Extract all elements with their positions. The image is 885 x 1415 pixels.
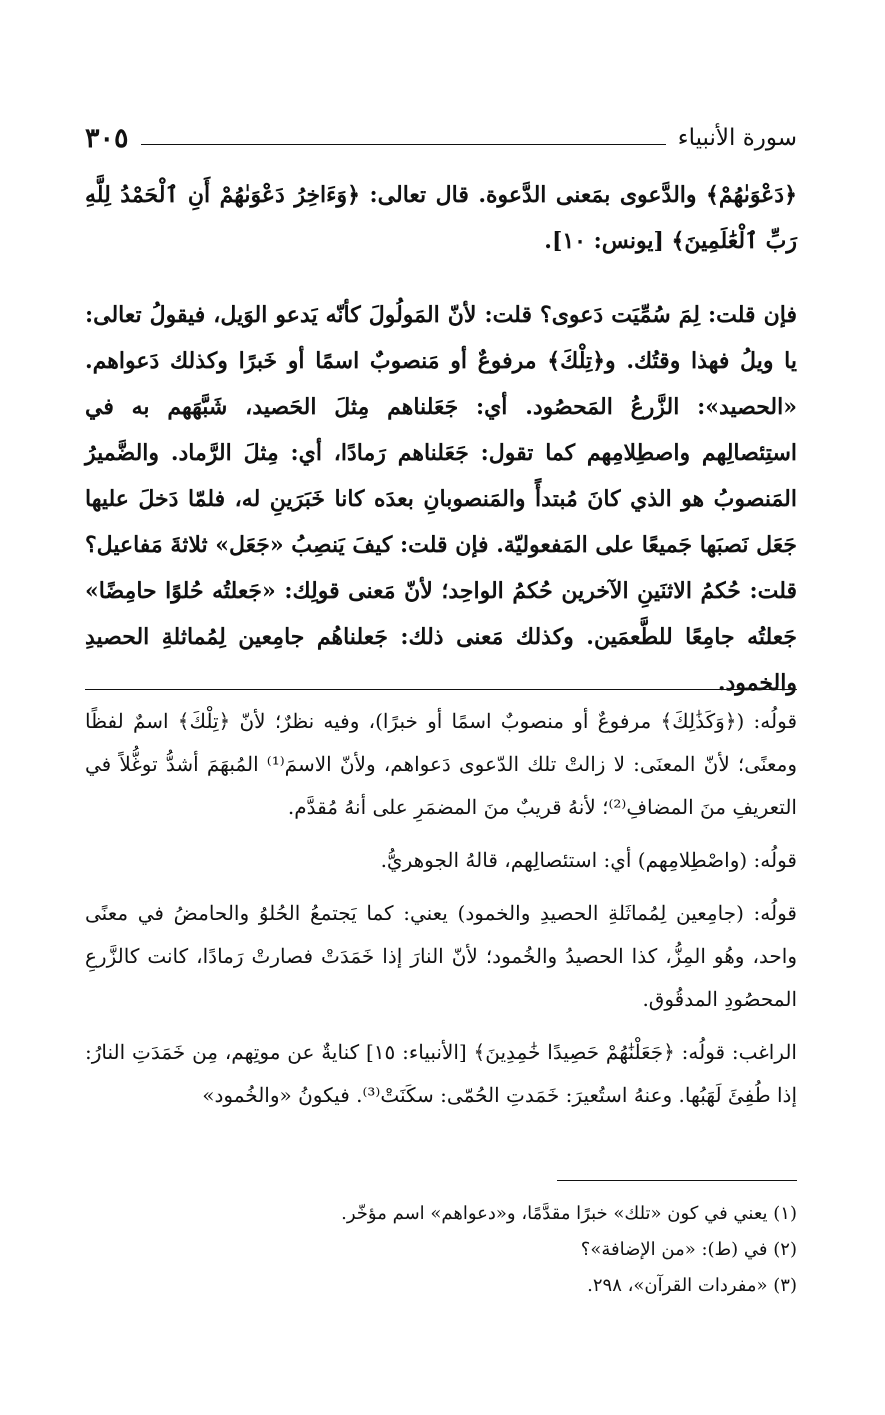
main-text-section-1 xyxy=(85,172,797,276)
main-paragraph-1: ﴿دَعْوَىٰهُمْ﴾ والدَّعوى بمَعنى الدَّعوة. قال تعالى: ﴿وَءَاخِرُ دَعْوَىٰهُمْ أَنِ ٱلْحَمْدُ لِلَّهِ رَبِّ ٱلْعَٰلَمِينَ﴾ [يونس: ١٠]. xyxy=(85,182,797,254)
commentary-paragraph-2: قولُه: (واصْطِلامِهم) أي: استئصالِهم، قالهُ الجوهريُّ. xyxy=(380,848,797,872)
commentary-paragraph-3: قولُه: (جامِعين لِمُماثَلةِ الحصيدِ والخمود) يعني: كما يَجتمعُ الحُلوُ والحامضُ في معنًى واحد، وهُو المِزُّ، كذا الحصيدُ والخُمود؛ لأنّ النارَ إذا خَمَدَتْ فصارتْ رَمادًا، كانت كالزَّرعِ المحصُودِ المدقُوق. xyxy=(85,901,797,1011)
footnote-3: (٣) «مفردات القرآن»، ٢٩٨. xyxy=(587,1275,797,1296)
page-header xyxy=(85,118,797,158)
surah-title: سورة الأنبياء xyxy=(677,125,797,151)
main-text-section-2 xyxy=(85,292,797,718)
commentary-section xyxy=(85,700,797,1127)
commentary-paragraph-4: الراغب: قولُه: ﴿جَعَلْنَٰهُمْ حَصِيدًا خَٰمِدِينَ﴾ [الأنبياء: ١٥] كنايةٌ عن موتِهم، مِن خَمَدَتِ النارُ: إذا طُفِئَ لَهَبُها. وعنهُ استُعيرَ: خَمَدتِ الحُمّى: سكَنَتْ⁽³⁾. فيكونُ «والخُمود» xyxy=(85,1040,797,1107)
footnote-2: (٢) في (ط): «من الإضافة»؟ xyxy=(580,1239,797,1260)
main-commentary-divider xyxy=(85,689,797,690)
commentary-paragraph-1: قولُه: (﴿وَكَذَٰلِكَ﴾ مرفوعٌ أو منصوبٌ اسمًا أو خبرًا)، وفيه نظرٌ؛ لأنّ ﴿تِلْكَ﴾ اسمٌ لفظًا ومعنًى؛ لأنّ المعنَى: لا زالتْ تلك الدّعوى دَعواهم، ولأنّ الاسمَ⁽¹⁾ المُبهَمَ أشدُّ توغُّلاً في التعريفِ منَ المضافِ⁽²⁾؛ لأنهُ قريبٌ منَ المضمَرِ على أنهُ مُقدَّم. xyxy=(85,709,797,819)
page-number: ٣٠٥ xyxy=(85,122,129,154)
footnote-1: (١) يعني في كون «تلك» خبرًا مقدَّمًا، و«دعواهم» اسم مؤخّر. xyxy=(341,1203,797,1224)
footnotes xyxy=(85,1196,797,1304)
footnote-divider xyxy=(557,1180,797,1181)
header-rule xyxy=(141,144,666,145)
main-paragraph-2: فإن قلت: لِمَ سُمِّيَت دَعوى؟ قلت: لأنّ المَولُولَ كأنّه يَدعو الوَيل، فيقولُ تعالى: يا ويلُ فهذا وقتُك. و﴿تِلْكَ﴾ مرفوعٌ أو مَنصوبٌ اسمًا أو خَبرًا وكذلك دَعواهم. «الحصيد»: الزَّرعُ المَحصُود. أي: جَعَلناهم مِثلَ الحَصيد، شَبَّهَهم به في استِئصالِهم واصطِلامِهم كما تقول: جَعَلناهم رَمادًا، أي: مِثلَ الرَّماد. والضَّميرُ المَنصوبُ هو الذي كانَ مُبتدأً والمَنصوبانِ بعدَه كانا خَبَرَينِ له، فلمّا دَخلَ عليها جَعَل نَصبَها جَميعًا على المَفعوليّة. فإن قلت: كيفَ يَنصِبُ «جَعَل» ثلاثةَ مَفاعيل؟ قلت: حُكمُ الاثنَينِ الآخرين حُكمُ الواحِد؛ لأنّ مَعنى قولِك: «جَعلتُه حُلوًا حامِضًا» جَعلتُه جامِعًا للطَّعمَين. وكذلك مَعنى ذلك: جَعلناهُم جامِعين لِمُماثلةِ الحصيدِ والخمود. xyxy=(85,302,797,696)
